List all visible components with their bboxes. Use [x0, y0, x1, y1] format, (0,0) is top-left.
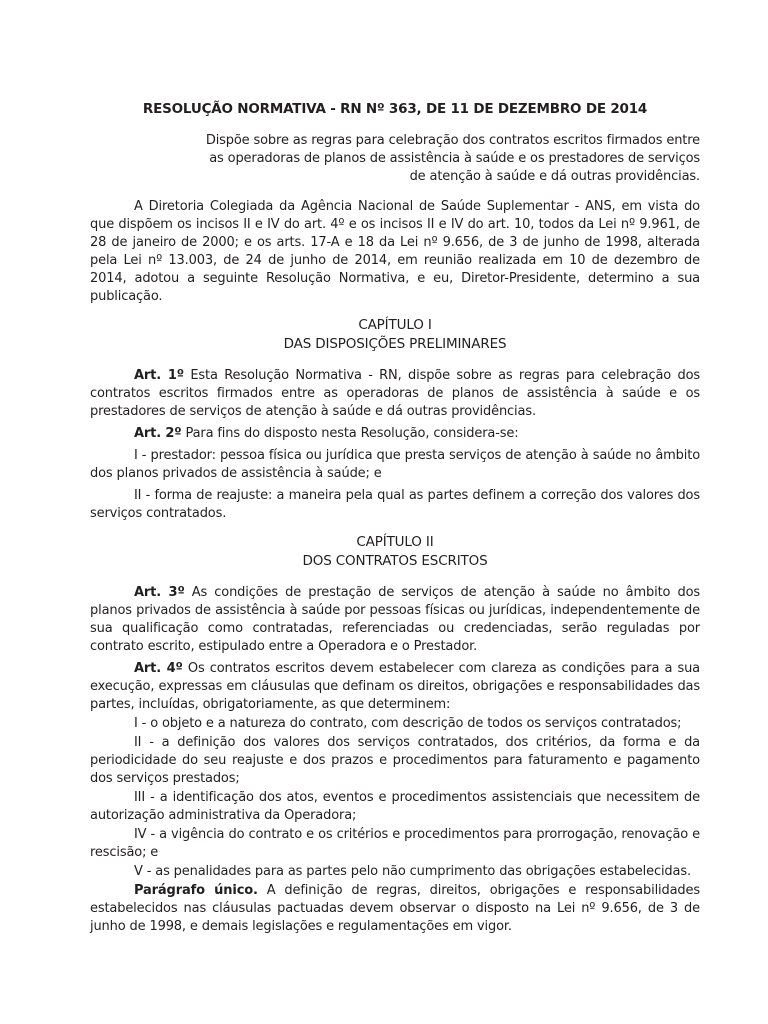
article-2-item-1: I - prestador: pessoa física ou jurídica que presta serviços de atenção à saúde no âmbito dos planos privados de assistência à saúde; e — [90, 448, 700, 481]
article-3 — [90, 584, 700, 656]
ementa: Dispõe sobre as regras para celebração dos contratos escritos firmados entre as operadoras de planos de assistência à saúde e os prestadores de serviços de atenção à saúde e dá outras providências. — [205, 133, 700, 184]
document-page — [90, 100, 700, 940]
article-3-text: As condições de prestação de serviços de atenção à saúde no âmbito dos planos privados de assistência à saúde por pessoas físicas ou jurídicas, independentemente de sua qualificação como contratadas, referenciadas ou credenciadas, serão reguladas por contrato escrito, estipulado entre a Operadora e o Prestador. — [90, 585, 700, 654]
chapter-1-name: DAS DISPOSIÇÕES PRELIMINARES — [283, 336, 507, 352]
article-2-item-2: II - forma de reajuste: a maneira pela qual as partes definem a correção dos valores dos serviços contratados. — [90, 488, 700, 521]
article-4-item-1: I - o objeto e a natureza do contrato, com descrição de todos os serviços contratados; — [134, 716, 682, 731]
article-4-item-5: V - as penalidades para as partes pelo não cumprimento das obrigações estabelecidas. — [134, 864, 691, 879]
article-2-text: Para fins do disposto nesta Resolução, considera-se: — [181, 426, 519, 441]
article-4-sole-paragraph — [90, 882, 700, 936]
article-4-item-4: IV - a vigência do contrato e os critérios e procedimentos para prorrogação, renovação e rescisão; e — [90, 827, 700, 860]
sole-paragraph-label: Parágrafo único. — [134, 883, 258, 898]
article-4-label: Art. 4º — [134, 661, 183, 676]
preamble: A Diretoria Colegiada da Agência Nacional de Saúde Suplementar - ANS, em vista do que dispõem os incisos II e IV do art. 4º e os incisos II e IV do art. 10, todos da Lei nº 9.961, de 28 de janeiro de 2000; e os arts. 17-A e 18 da Lei nº 9.656, de 3 de junho de 1998, alterada pela Lei nº 13.003, de 24 de junho de 2014, em reunião realizada em 10 de dezembro de 2014, adotou a seguinte Resolução Normativa, e eu, Diretor-Presidente, determino a sua publicação. — [90, 199, 700, 304]
article-4-text: Os contratos escritos devem estabelecer com clareza as condições para a sua execução, expressas em cláusulas que definam os direitos, obrigações e responsabilidades das partes, incluídas, obrigatoriamente, as que determinem: — [90, 661, 700, 712]
sole-paragraph-text: A definição de regras, direitos, obrigações e responsabilidades estabelecidos nas cláusulas pactuadas devem observar o disposto na Lei nº 9.656, de 3 de junho de 1998, e demais legislações e regulamentações em vigor. — [90, 883, 700, 934]
chapter-2-heading — [90, 533, 700, 571]
resolution-title: RESOLUÇÃO NORMATIVA - RN Nº 363, DE 11 DE DEZEMBRO DE 2014 — [142, 101, 648, 117]
article-4-item-2: II - a definição dos valores dos serviços contratados, dos critérios, da forma e da periodicidade do seu reajuste e dos prazos e procedimentos para faturamento e pagamento dos serviços prestados; — [90, 735, 700, 786]
article-2-label: Art. 2º — [134, 426, 182, 441]
article-4 — [90, 660, 700, 714]
article-1 — [90, 367, 700, 421]
chapter-1-number: CAPÍTULO I — [358, 317, 432, 333]
article-1-text: Esta Resolução Normativa - RN, dispõe sobre as regras para celebração dos contratos escritos firmados entre as operadoras de planos de assistência à saúde e os prestadores de serviços de atenção à saúde e dá outras providências. — [90, 368, 701, 419]
article-4-item-3: III - a identificação dos atos, eventos e procedimentos assistenciais que necessitem de autorização administrativa da Operadora; — [90, 790, 700, 823]
chapter-1-heading — [90, 316, 700, 354]
article-1-label: Art. 1º — [134, 368, 184, 383]
chapter-2-name: DOS CONTRATOS ESCRITOS — [302, 553, 488, 569]
article-2 — [90, 425, 700, 443]
article-3-label: Art. 3º — [134, 585, 185, 600]
chapter-2-number: CAPÍTULO II — [356, 534, 434, 550]
